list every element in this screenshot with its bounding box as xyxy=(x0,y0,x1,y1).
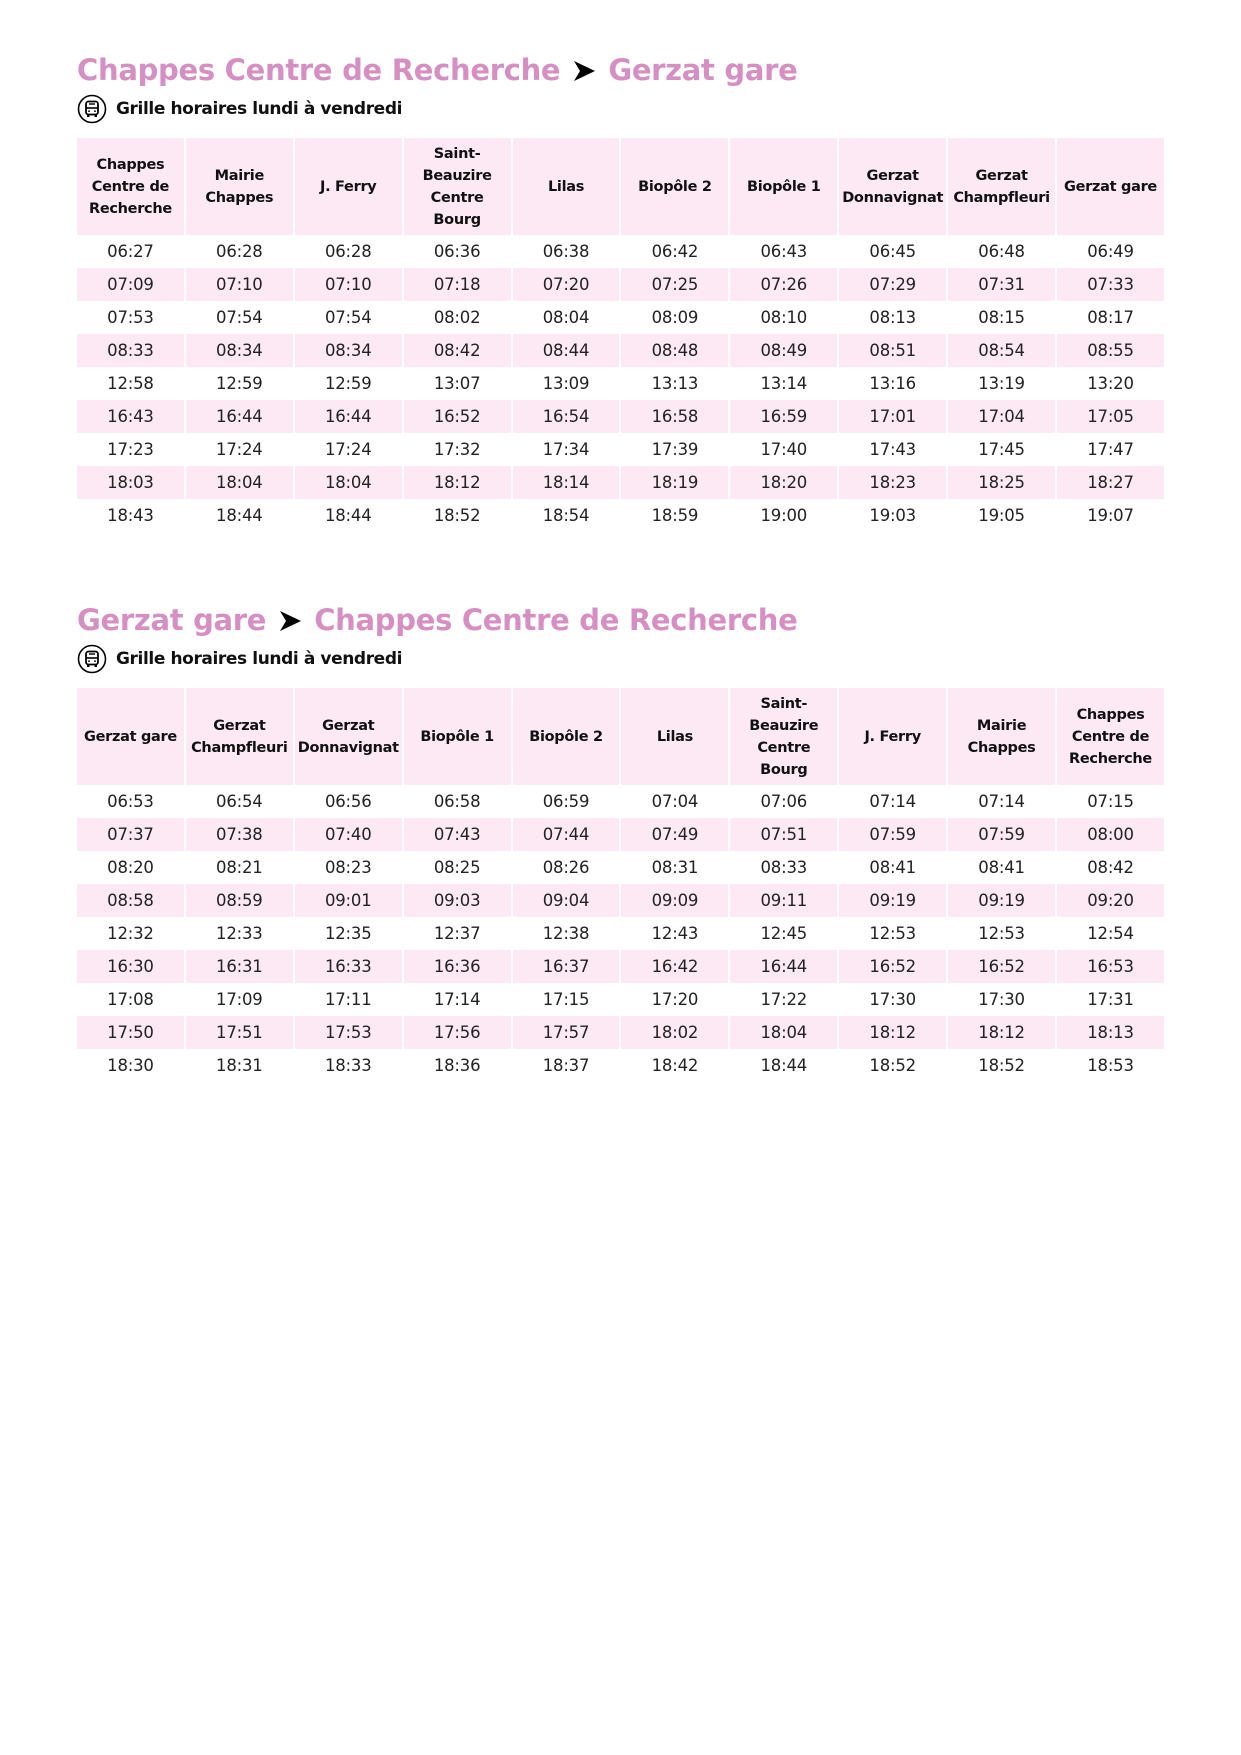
stop-header: Gerzat gare xyxy=(1057,138,1164,235)
departure-time: 08:33 xyxy=(77,334,184,367)
departure-time: 17:15 xyxy=(542,990,590,1009)
table-row xyxy=(77,433,1164,466)
departure-time: 08:20 xyxy=(107,858,154,877)
table-row xyxy=(77,268,1164,301)
departure-time: 07:14 xyxy=(978,792,1025,811)
departure-time: 17:14 xyxy=(433,990,481,1009)
departure-time: 07:29 xyxy=(839,268,946,301)
departure-time: 18:25 xyxy=(948,466,1055,499)
departure-time: 18:52 xyxy=(433,506,481,525)
departure-time: 07:09 xyxy=(77,268,184,301)
right-arrowhead-icon xyxy=(278,610,302,632)
departure-time: 07:10 xyxy=(295,268,402,301)
table-row xyxy=(77,785,1164,818)
departure-time: 08:42 xyxy=(404,334,511,367)
departure-time: 07:37 xyxy=(77,818,184,851)
route-origin: Gerzat gare xyxy=(77,603,267,637)
departure-time: 07:25 xyxy=(621,268,728,301)
departure-time: 18:04 xyxy=(186,466,293,499)
departure-time: 18:31 xyxy=(216,1056,263,1075)
departure-time: 19:03 xyxy=(869,506,916,525)
departure-time: 18:13 xyxy=(1057,1016,1164,1049)
departure-time: 12:38 xyxy=(542,924,590,943)
departure-time: 13:19 xyxy=(978,374,1025,393)
departure-time: 12:32 xyxy=(107,924,154,943)
stop-header: Biopôle 1 xyxy=(404,688,511,785)
departure-time: 18:53 xyxy=(1087,1056,1134,1075)
table-row xyxy=(77,400,1164,433)
departure-time: 12:59 xyxy=(216,374,263,393)
table-row xyxy=(77,818,1164,851)
departure-time: 13:07 xyxy=(433,374,481,393)
departure-time: 07:49 xyxy=(621,818,728,851)
departure-time: 06:59 xyxy=(542,792,590,811)
stop-header: Chappes Centre de Recherche xyxy=(77,138,184,235)
departure-time: 06:28 xyxy=(324,242,372,261)
timetable-grid xyxy=(75,138,1166,532)
departure-time: 18:12 xyxy=(404,466,511,499)
departure-time: 12:53 xyxy=(978,924,1025,943)
departure-time: 16:43 xyxy=(77,400,184,433)
departure-time: 06:56 xyxy=(324,792,372,811)
departure-time: 07:51 xyxy=(730,818,837,851)
departure-time: 16:58 xyxy=(621,400,728,433)
departure-time: 16:44 xyxy=(295,400,402,433)
departure-time: 17:45 xyxy=(978,440,1025,459)
departure-time: 16:31 xyxy=(186,950,293,983)
departure-time: 18:52 xyxy=(869,1056,916,1075)
timetable-section-outbound xyxy=(77,50,1164,532)
departure-time: 18:19 xyxy=(621,466,728,499)
departure-time: 16:37 xyxy=(513,950,620,983)
subtitle-text: Grille horaires lundi à vendredi xyxy=(116,99,403,119)
departure-time: 16:53 xyxy=(1057,950,1164,983)
table-row xyxy=(77,983,1164,1016)
departure-time: 18:27 xyxy=(1057,466,1164,499)
stop-header: Gerzat Champfleuri xyxy=(186,688,293,785)
departure-time: 17:57 xyxy=(513,1016,620,1049)
departure-time: 08:15 xyxy=(978,308,1025,327)
table-row xyxy=(77,917,1164,950)
departure-time: 17:08 xyxy=(107,990,154,1009)
departure-time: 06:43 xyxy=(760,242,808,261)
stop-header: Mairie Chappes xyxy=(186,138,293,235)
departure-time: 06:28 xyxy=(216,242,263,261)
departure-time: 18:43 xyxy=(107,506,154,525)
table-row xyxy=(77,1016,1164,1049)
departure-time: 08:59 xyxy=(186,884,293,917)
departure-time: 12:53 xyxy=(869,924,916,943)
departure-time: 07:53 xyxy=(107,308,154,327)
table-row xyxy=(77,884,1164,917)
stop-header: Gerzat Champfleuri xyxy=(948,138,1055,235)
departure-time: 13:16 xyxy=(869,374,916,393)
departure-time: 17:50 xyxy=(77,1016,184,1049)
departure-time: 09:03 xyxy=(404,884,511,917)
departure-time: 06:53 xyxy=(107,792,154,811)
departure-time: 16:52 xyxy=(948,950,1055,983)
table-row xyxy=(77,367,1164,400)
departure-time: 18:03 xyxy=(77,466,184,499)
stop-header: Lilas xyxy=(513,138,620,235)
stop-header: Lilas xyxy=(621,688,728,785)
departure-time: 08:00 xyxy=(1057,818,1164,851)
departure-time: 18:12 xyxy=(948,1016,1055,1049)
table-row xyxy=(77,235,1164,268)
departure-time: 07:15 xyxy=(1087,792,1134,811)
departure-time: 17:30 xyxy=(869,990,916,1009)
table-row xyxy=(77,950,1164,983)
departure-time: 17:47 xyxy=(1087,440,1134,459)
bus-icon xyxy=(77,644,107,674)
route-destination: Chappes Centre de Recherche xyxy=(314,603,798,637)
departure-time: 08:41 xyxy=(869,858,916,877)
departure-time: 17:22 xyxy=(760,990,808,1009)
departure-time: 07:06 xyxy=(760,792,808,811)
departure-time: 09:19 xyxy=(839,884,946,917)
departure-time: 17:53 xyxy=(295,1016,402,1049)
departure-time: 12:58 xyxy=(107,374,154,393)
stop-header: Biopôle 1 xyxy=(730,138,837,235)
departure-time: 17:09 xyxy=(216,990,263,1009)
header-row xyxy=(77,688,1164,785)
departure-time: 17:23 xyxy=(107,440,154,459)
departure-time: 08:42 xyxy=(1087,858,1134,877)
departure-time: 18:04 xyxy=(730,1016,837,1049)
departure-time: 08:31 xyxy=(651,858,699,877)
departure-time: 16:44 xyxy=(186,400,293,433)
departure-time: 13:14 xyxy=(760,374,808,393)
departure-time: 12:45 xyxy=(760,924,808,943)
subtitle-text: Grille horaires lundi à vendredi xyxy=(116,649,403,669)
departure-time: 06:42 xyxy=(651,242,699,261)
departure-time: 18:54 xyxy=(542,506,590,525)
header-row xyxy=(77,138,1164,235)
departure-time: 18:12 xyxy=(839,1016,946,1049)
departure-time: 06:27 xyxy=(107,242,154,261)
departure-time: 12:37 xyxy=(433,924,481,943)
departure-time: 16:30 xyxy=(77,950,184,983)
table-row xyxy=(77,851,1164,884)
departure-time: 13:13 xyxy=(651,374,699,393)
departure-time: 09:11 xyxy=(730,884,837,917)
departure-time: 08:21 xyxy=(216,858,263,877)
departure-time: 07:26 xyxy=(730,268,837,301)
departure-time: 18:37 xyxy=(542,1056,590,1075)
departure-time: 07:59 xyxy=(948,818,1055,851)
route-title xyxy=(77,50,1164,90)
departure-time: 18:30 xyxy=(107,1056,154,1075)
departure-time: 13:20 xyxy=(1087,374,1134,393)
departure-time: 18:44 xyxy=(760,1056,808,1075)
timetable-grid xyxy=(75,688,1166,1082)
departure-time: 08:13 xyxy=(869,308,916,327)
departure-time: 07:33 xyxy=(1057,268,1164,301)
schedule-subtitle xyxy=(77,92,1164,126)
departure-time: 18:20 xyxy=(730,466,837,499)
departure-time: 08:17 xyxy=(1087,308,1134,327)
departure-time: 17:31 xyxy=(1087,990,1134,1009)
table-row xyxy=(77,499,1164,532)
departure-time: 17:34 xyxy=(542,440,590,459)
departure-time: 08:44 xyxy=(513,334,620,367)
departure-time: 08:34 xyxy=(295,334,402,367)
departure-time: 07:38 xyxy=(186,818,293,851)
departure-time: 09:19 xyxy=(948,884,1055,917)
departure-time: 17:40 xyxy=(760,440,808,459)
departure-time: 12:35 xyxy=(324,924,372,943)
departure-time: 17:56 xyxy=(404,1016,511,1049)
departure-time: 09:20 xyxy=(1057,884,1164,917)
departure-time: 18:44 xyxy=(324,506,372,525)
departure-time: 18:04 xyxy=(295,466,402,499)
departure-time: 08:33 xyxy=(760,858,808,877)
departure-time: 16:54 xyxy=(513,400,620,433)
departure-time: 08:23 xyxy=(324,858,372,877)
stop-header: Gerzat gare xyxy=(77,688,184,785)
departure-time: 18:52 xyxy=(978,1056,1025,1075)
departure-time: 16:59 xyxy=(730,400,837,433)
stop-header: Biopôle 2 xyxy=(621,138,728,235)
departure-time: 18:14 xyxy=(513,466,620,499)
departure-time: 07:18 xyxy=(404,268,511,301)
departure-time: 19:00 xyxy=(760,506,808,525)
departure-time: 06:48 xyxy=(978,242,1025,261)
departure-time: 19:07 xyxy=(1087,506,1134,525)
departure-time: 08:48 xyxy=(621,334,728,367)
stop-header: Mairie Chappes xyxy=(948,688,1055,785)
departure-time: 13:09 xyxy=(542,374,590,393)
departure-time: 18:23 xyxy=(839,466,946,499)
departure-time: 17:39 xyxy=(651,440,699,459)
departure-time: 17:04 xyxy=(948,400,1055,433)
table-row xyxy=(77,1049,1164,1082)
departure-time: 07:04 xyxy=(651,792,699,811)
departure-time: 16:33 xyxy=(295,950,402,983)
departure-time: 07:44 xyxy=(513,818,620,851)
stop-header: Saint-Beauzire Centre Bourg xyxy=(404,138,511,235)
departure-time: 09:04 xyxy=(513,884,620,917)
departure-time: 17:32 xyxy=(433,440,481,459)
departure-time: 17:51 xyxy=(186,1016,293,1049)
departure-time: 07:40 xyxy=(295,818,402,851)
stop-header: Gerzat Donnavignat xyxy=(839,138,946,235)
stop-header: Saint-Beauzire Centre Bourg xyxy=(730,688,837,785)
departure-time: 18:36 xyxy=(433,1056,481,1075)
departure-time: 18:59 xyxy=(651,506,699,525)
departure-time: 07:43 xyxy=(404,818,511,851)
departure-time: 08:25 xyxy=(433,858,481,877)
departure-time: 08:04 xyxy=(542,308,590,327)
departure-time: 07:54 xyxy=(216,308,263,327)
departure-time: 09:09 xyxy=(621,884,728,917)
departure-time: 17:05 xyxy=(1057,400,1164,433)
departure-time: 12:59 xyxy=(324,374,372,393)
departure-time: 07:10 xyxy=(186,268,293,301)
departure-time: 06:38 xyxy=(542,242,590,261)
departure-time: 08:58 xyxy=(77,884,184,917)
timetable-section-return xyxy=(77,600,1164,1082)
departure-time: 17:43 xyxy=(869,440,916,459)
departure-time: 12:43 xyxy=(651,924,699,943)
table-row xyxy=(77,466,1164,499)
route-origin: Chappes Centre de Recherche xyxy=(77,53,561,87)
departure-time: 17:24 xyxy=(216,440,263,459)
bus-icon xyxy=(77,94,107,124)
departure-time: 16:44 xyxy=(730,950,837,983)
departure-time: 08:55 xyxy=(1057,334,1164,367)
departure-time: 06:54 xyxy=(216,792,263,811)
table-row xyxy=(77,301,1164,334)
departure-time: 08:34 xyxy=(186,334,293,367)
departure-time: 08:10 xyxy=(760,308,808,327)
table-row xyxy=(77,334,1164,367)
departure-time: 09:01 xyxy=(295,884,402,917)
departure-time: 16:52 xyxy=(839,950,946,983)
route-destination: Gerzat gare xyxy=(608,53,798,87)
departure-time: 07:54 xyxy=(324,308,372,327)
departure-time: 17:30 xyxy=(978,990,1025,1009)
departure-time: 18:02 xyxy=(621,1016,728,1049)
departure-time: 06:36 xyxy=(433,242,481,261)
departure-time: 16:36 xyxy=(404,950,511,983)
departure-time: 18:44 xyxy=(216,506,263,525)
departure-time: 08:26 xyxy=(542,858,590,877)
departure-time: 08:49 xyxy=(730,334,837,367)
departure-time: 08:02 xyxy=(433,308,481,327)
departure-time: 06:58 xyxy=(433,792,481,811)
schedule-subtitle xyxy=(77,642,1164,676)
right-arrowhead-icon xyxy=(572,60,596,82)
stop-header: Biopôle 2 xyxy=(513,688,620,785)
departure-time: 16:42 xyxy=(621,950,728,983)
departure-time: 12:33 xyxy=(216,924,263,943)
departure-time: 07:20 xyxy=(513,268,620,301)
departure-time: 18:33 xyxy=(324,1056,372,1075)
stop-header: Gerzat Donnavignat xyxy=(295,688,402,785)
departure-time: 07:31 xyxy=(948,268,1055,301)
departure-time: 17:11 xyxy=(324,990,372,1009)
departure-time: 16:52 xyxy=(404,400,511,433)
departure-time: 07:14 xyxy=(869,792,916,811)
departure-time: 06:45 xyxy=(869,242,916,261)
departure-time: 08:41 xyxy=(978,858,1025,877)
departure-time: 18:42 xyxy=(651,1056,699,1075)
stop-header: Chappes Centre de Recherche xyxy=(1057,688,1164,785)
departure-time: 17:20 xyxy=(651,990,699,1009)
departure-time: 06:49 xyxy=(1087,242,1134,261)
departure-time: 17:24 xyxy=(324,440,372,459)
departure-time: 07:59 xyxy=(839,818,946,851)
departure-time: 17:01 xyxy=(839,400,946,433)
departure-time: 12:54 xyxy=(1087,924,1134,943)
departure-time: 19:05 xyxy=(978,506,1025,525)
departure-time: 08:09 xyxy=(651,308,699,327)
stop-header: J. Ferry xyxy=(295,138,402,235)
route-title xyxy=(77,600,1164,640)
stop-header: J. Ferry xyxy=(839,688,946,785)
departure-time: 08:54 xyxy=(948,334,1055,367)
departure-time: 08:51 xyxy=(839,334,946,367)
